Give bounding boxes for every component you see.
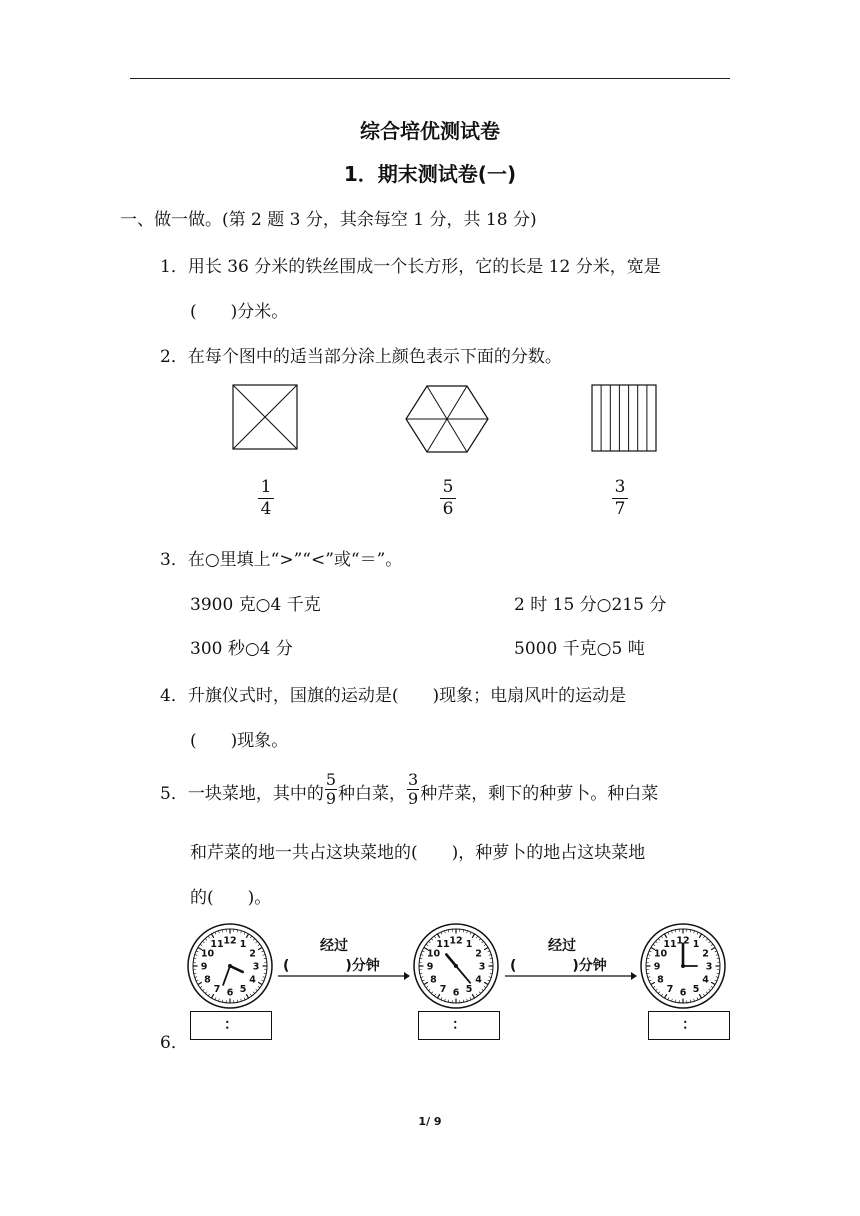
- fraction-one-quarter: $\frac{1}{4}$: [256, 477, 276, 521]
- arrow-2-label: 经过: [548, 938, 576, 954]
- clock-numeral: 12: [449, 935, 463, 947]
- q4-line1: 4．升旗仪式时，国旗的运动是( )现象；电扇风叶的运动是: [160, 686, 627, 706]
- q3-item-3: 300 秒○4 分: [190, 639, 293, 659]
- arrow-2-blank[interactable]: ( )分钟: [510, 958, 607, 974]
- fraction-five-sixths: $\frac{5}{6}$: [438, 477, 458, 521]
- clock-numeral: 4: [249, 974, 256, 986]
- q5-fraction-celery: $\frac{3}{9}$: [408, 770, 419, 808]
- q3-item-1: 3900 克○4 千克: [190, 595, 321, 615]
- page-number: 1/ 9: [418, 1115, 442, 1128]
- clock-numeral: 10: [200, 948, 215, 960]
- clock-numeral: 4: [475, 974, 482, 986]
- clock-numeral: 10: [426, 948, 441, 960]
- clock-numeral: 1: [465, 938, 473, 950]
- arrow-1-blank[interactable]: ( )分钟: [283, 958, 380, 974]
- clock-numeral: 7: [439, 984, 447, 996]
- page-subtitle: 1．期末测试卷(一): [343, 162, 517, 186]
- time-box-2[interactable]: ：: [418, 1011, 500, 1040]
- clock-numeral: 4: [702, 974, 709, 986]
- clock-numeral: 3: [252, 961, 260, 973]
- q4-line2: ( )现象。: [190, 731, 289, 751]
- clock-numeral: 6: [226, 987, 234, 999]
- clock-numeral: 7: [213, 984, 221, 996]
- clock-3: [640, 923, 726, 1009]
- q2-text: 2．在每个图中的适当部分涂上颜色表示下面的分数。: [160, 347, 562, 367]
- clock-numeral: 8: [430, 974, 437, 986]
- clock-numeral: 7: [666, 984, 674, 996]
- q1-line1: 1．用长 36 分米的铁丝围成一个长方形，它的长是 12 分米，宽是: [160, 257, 661, 277]
- q5-fraction-cabbage: $\frac{5}{9}$: [325, 770, 337, 808]
- q3-text: 3．在○里填上“>”“<”或“＝”。: [160, 550, 403, 570]
- clock-numeral: 8: [657, 974, 664, 986]
- q3-item-4: 5000 千克○5 吨: [514, 639, 645, 659]
- header-rule: [130, 78, 730, 79]
- clock-numeral: 11: [663, 938, 677, 950]
- q6-number: 6．: [160, 1033, 188, 1053]
- clock-numeral: 11: [436, 938, 450, 950]
- clock-numeral: 2: [249, 948, 256, 960]
- clock-numeral: 6: [452, 987, 460, 999]
- q5-line3: 的( )。: [190, 888, 272, 908]
- clock-numeral: 1: [692, 938, 700, 950]
- section-heading: 一、做一做。(第 2 题 3 分，其余每空 1 分，共 18 分): [120, 210, 537, 230]
- clock-numeral: 12: [223, 935, 237, 947]
- clock-numeral: 6: [679, 987, 687, 999]
- clock-numeral: 5: [239, 984, 247, 996]
- clock-numeral: 11: [210, 938, 224, 950]
- clock-2: [413, 923, 499, 1009]
- clock-numeral: 5: [465, 984, 473, 996]
- clock-numeral: 1: [239, 938, 247, 950]
- time-box-1[interactable]: ：: [190, 1011, 272, 1040]
- clock-numeral: 2: [702, 948, 709, 960]
- clock-numeral: 10: [653, 948, 668, 960]
- q1-line2: ( )分米。: [190, 302, 289, 322]
- fraction-three-sevenths: $\frac{3}{7}$: [610, 477, 630, 521]
- strips-figure[interactable]: [591, 384, 657, 452]
- arrow-1-label: 经过: [320, 938, 348, 954]
- clock-numeral: 9: [200, 961, 208, 973]
- time-box-3[interactable]: ：: [648, 1011, 730, 1040]
- clock-1: [187, 923, 273, 1009]
- square-figure[interactable]: [232, 384, 298, 450]
- clock-numeral: 5: [692, 984, 700, 996]
- clock-numeral: 9: [426, 961, 434, 973]
- q5-line1: 5．一块菜地，其中的 $\frac{5}{9}$ 种白菜， $\frac{3}{9}$ 种芹菜，剩下的种萝卜。种白菜: [160, 770, 659, 808]
- q5-line2: 和芹菜的地一共占这块菜地的( )，种萝卜的地占这块菜地: [190, 843, 646, 863]
- clock-numeral: 2: [475, 948, 482, 960]
- clock-numeral: 3: [705, 961, 713, 973]
- clock-numeral: 3: [478, 961, 486, 973]
- q3-item-2: 2 时 15 分○215 分: [514, 595, 667, 615]
- hexagon-figure[interactable]: [405, 385, 489, 453]
- page-title: 综合培优测试卷: [360, 119, 500, 143]
- clock-numeral: 8: [204, 974, 211, 986]
- clock-numeral: 12: [676, 935, 690, 947]
- clock-numeral: 9: [653, 961, 661, 973]
